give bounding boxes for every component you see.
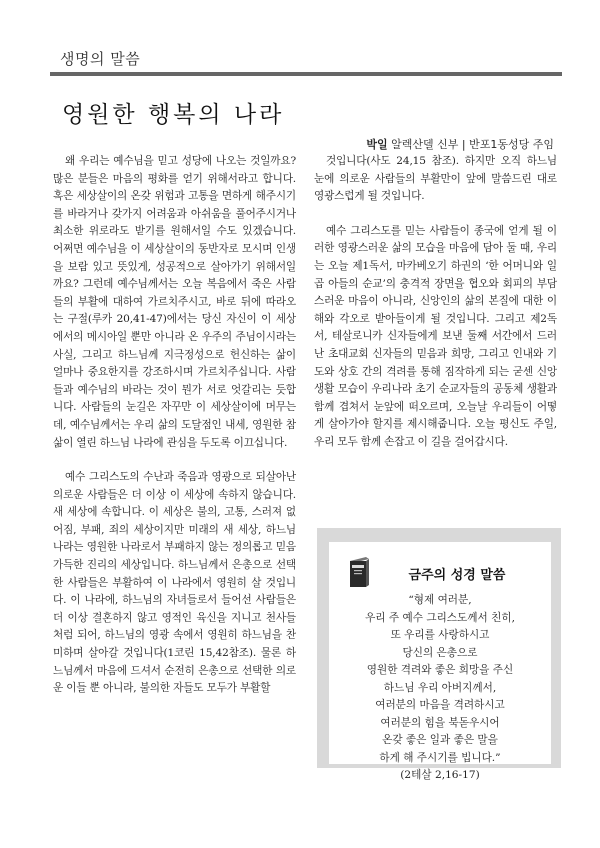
verse-line: 하게 해 주시기를 빕니다.” (379, 751, 501, 764)
byline (366, 136, 554, 152)
verse-line: 하느님 우리 아버지께서, (383, 681, 497, 694)
verse-line: 여러분의 힘을 북돋우시어 (380, 716, 500, 729)
right-column (314, 153, 557, 452)
verse-line: 우리 주 예수 그리스도께서 친히, (365, 611, 515, 624)
header-rule (50, 72, 562, 76)
article-title: 영원한 행복의 나라 (62, 102, 285, 128)
verse-line: 온갖 좋은 일과 좋은 말을 (382, 734, 498, 746)
paragraph: 예수 그리스도의 수난과 죽음과 영광으로 되살아난 의로운 사람들은 더 이상 이 세상에 속하지 않습니다. 새 세상에 속합니다. 이 세상은 불의, 고통, 스러져 없어짐, 부패, 죄의 세상이지만 미래의 새 세상, 하느님 나라는 영원한 나라로서 부패하지 않는 정의롭고 믿음 가득한 진리의 세상입니다. 하느님께서 은총으로 선택한 사람들은 부활하여 이 나라에서 영원히 살 것입니다. 이 나라에, 하느님의 자녀들로서 들어선 사람들은 더 이상 결혼하지 않고 영적인 육신을 지니고 천사들처럼 되어, 하느님의 영광 속에서 영원히 하느님을 찬미하며 살아갈 것입니다(1코린 15,42참조). 물론 하느님께서 마음에 드셔서 순전히 은총으로 선택한 의로운 이들 뿐 아니라, 불의한 자들도 모두가 부활할 (53, 471, 296, 695)
verse-heading: 금주의 성경 말씀 (408, 568, 506, 583)
verse-line: 당신의 은총으로 (402, 646, 478, 659)
author-affiliation: 알렉산델 신부 | 반포1동성당 주임 (387, 138, 554, 151)
left-column (53, 153, 296, 698)
weekly-verse-box (317, 528, 561, 781)
verse-citation: (2테살 2,16-17) (400, 769, 480, 781)
verse-line: 여러분의 마음을 격려하시고 (375, 699, 505, 711)
section-label: 생명의 말씀 (60, 50, 141, 68)
verse-panel (329, 542, 551, 781)
verse-line: “형제 여러분, (408, 594, 472, 606)
verse-line: 영원한 격려와 좋은 희망을 주신 (366, 664, 514, 676)
paragraph: 예수 그리스도를 믿는 사람들이 종국에 얻게 될 이러한 영광스러운 삶의 모습을 마음에 담아 둘 때, 우리는 오늘 제1독서, 마카베오기 하권의 ‘한 어머니와 일곱 아들의 순교’의 충격적 장면을 협오와 회피의 부담스러운 마음이 아니라, 신앙인의 삶의 본질에 대한 이해와 각오로 받아들이게 될 것입니다. 그리고 제2독서, 테살로니카 신자들에게 보낸 둘째 서간에서 드러난 초대교회 신자들의 믿음과 희망, 그리고 인내와 기도와 상호 간의 격려를 통해 짐작하게 되는 굳센 신앙생활 모습이 우리나라 초기 순교자들의 공동체 생활과 함께 겹쳐서 눈앞에 떠오르며, 오늘날 우리들이 어떻게 살아가야 할지를 제시해줍니다. 오늘 평신도 주일, 우리 모두 함께 손잡고 이 길을 걸어갑시다. (314, 224, 557, 448)
paragraph: 것입니다(사도 24,15 참조). 하지만 오직 하느님 눈에 의로운 사람들의 부활만이 앞에 말씀드린 대로 영광스럽게 될 것입니다. (314, 155, 557, 203)
section-header (50, 42, 562, 82)
paragraph: 왜 우리는 예수님을 믿고 성당에 나오는 것일까요? 많은 분들은 마음의 평화를 얻기 위해서라고 합니다. 혹은 세상살이의 온갖 위험과 고통을 면하게 해주시기를 바라거나 갖가지 어려움과 아쉬움을 풀어주시거나 최소한 위로라도 받기를 원해서일 수도 있겠습니다. 어쩌면 예수님을 이 세상살이의 동반자로 모시며 인생을 보람 있고 뜻있게, 성공적으로 살아가기 위해서일까요? 그런데 예수님께서는 오늘 복음에서 죽은 사람들의 부활에 대하여 가르치주시고, 바로 뒤에 따라오는 구절(루카 20,41-47)에서는 당신 자신이 이 세상에서의 메시아일 뿐만 아니라 온 우주의 주님이시라는 사실, 그리고 하느님께 지극정성으로 헌신하는 삶이 얼마나 중요한지를 강조하시며 가르치주십니다. 사람들과 예수님의 바라는 것이 뭔가 서로 엇갈리는 듯합니다. 사람들의 눈길은 자꾸만 이 세상살이에 머무는데, 예수님께서는 우리 삶의 도달점인 내세, 영원한 참 삶이 열린 하느님 나라에 관심을 두도록 이끄십니다. (53, 155, 296, 449)
author-name: 박일 (366, 138, 388, 151)
verse-text (329, 592, 551, 785)
verse-line: 또 우리를 사랑하시고 (390, 629, 490, 641)
